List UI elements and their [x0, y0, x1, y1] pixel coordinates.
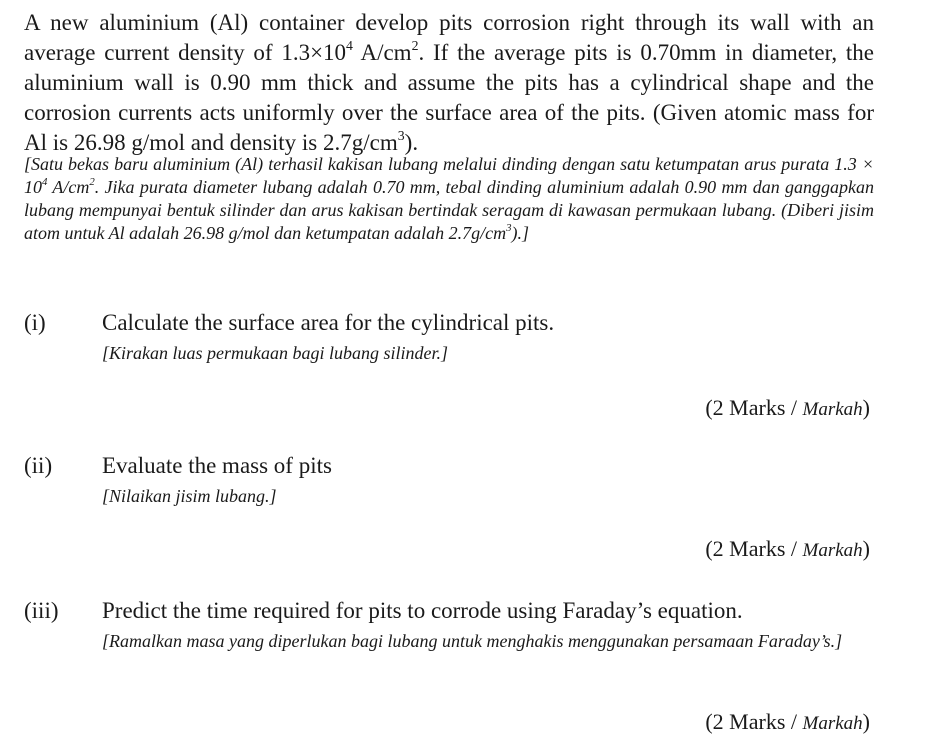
- problem-translation-part: ).]: [511, 223, 530, 243]
- exponent: 3: [506, 221, 512, 234]
- marks-en: (2 Marks /: [705, 536, 803, 561]
- exponent: 2: [411, 37, 419, 53]
- marks-label: [705, 708, 870, 738]
- problem-text-part: . If the average pits is 0.70mm in diameter, the aluminium wall is 0.90 mm thick and assume the pits has a cylindrical shape and the corrosion currents acts uniformly over the surface area of the pits. (Given atomic mass for Al is 26.98 g/mol and density is 2.7g/cm: [24, 40, 874, 155]
- marks-ms: Markah: [802, 540, 863, 561]
- problem-text-part: A new aluminium (Al) container develop pits corrosion right through its wall with an average current density of 1.3×10: [24, 10, 874, 65]
- marks-en: (2 Marks /: [705, 395, 803, 420]
- problem-text-part: A/cm: [352, 40, 412, 65]
- exponent: 2: [89, 175, 95, 188]
- question-text: Predict the time required for pits to corrode using Faraday’s equation.: [102, 598, 743, 623]
- marks-close: ): [862, 709, 870, 734]
- marks-label: [705, 535, 870, 565]
- question-text: Evaluate the mass of pits: [102, 453, 332, 478]
- question-translation: [Nilaikan jisim lubang.]: [102, 486, 277, 506]
- question-text: Calculate the surface area for the cylindrical pits.: [102, 310, 555, 335]
- marks-label: [705, 394, 870, 424]
- problem-translation-part: [Satu bekas baru aluminium (Al) terhasil kakisan lubang melalui dinding dengan satu ketumpatan arus purata 1.3 × 10: [24, 154, 874, 197]
- problem-statement-english: [24, 8, 874, 158]
- exponent: 4: [42, 175, 48, 188]
- question-translation: [Kirakan luas permukaan bagi lubang silinder.]: [102, 343, 449, 363]
- marks-close: ): [862, 536, 870, 561]
- question-number: (ii): [24, 453, 53, 478]
- question-number: (iii): [24, 598, 59, 623]
- problem-statement-malay: [24, 153, 874, 245]
- marks-ms: Markah: [802, 713, 863, 734]
- exponent: 3: [397, 127, 405, 143]
- marks-close: ): [862, 395, 870, 420]
- marks-en: (2 Marks /: [705, 709, 803, 734]
- problem-translation-part: . Jika purata diameter lubang adalah 0.70 mm, tebal dinding aluminium adalah 0.90 mm dan ganggapkan lubang mempunyai bentuk silinder dan arus kakisan bertindak seragam di kawasan permukaan lubang. (Diberi jisim atom untuk Al adalah 26.98 g/mol dan ketumpatan adalah 2.7g/cm: [24, 177, 874, 243]
- problem-translation-part: A/cm: [47, 177, 90, 197]
- problem-text-part: ).: [404, 130, 419, 155]
- exponent: 4: [346, 37, 353, 53]
- question-number: (i): [24, 310, 46, 335]
- marks-ms: Markah: [802, 399, 863, 420]
- question-translation: [Ramalkan masa yang diperlukan bagi lubang untuk menghakis menggunakan persamaan Faraday’s.]: [102, 631, 843, 651]
